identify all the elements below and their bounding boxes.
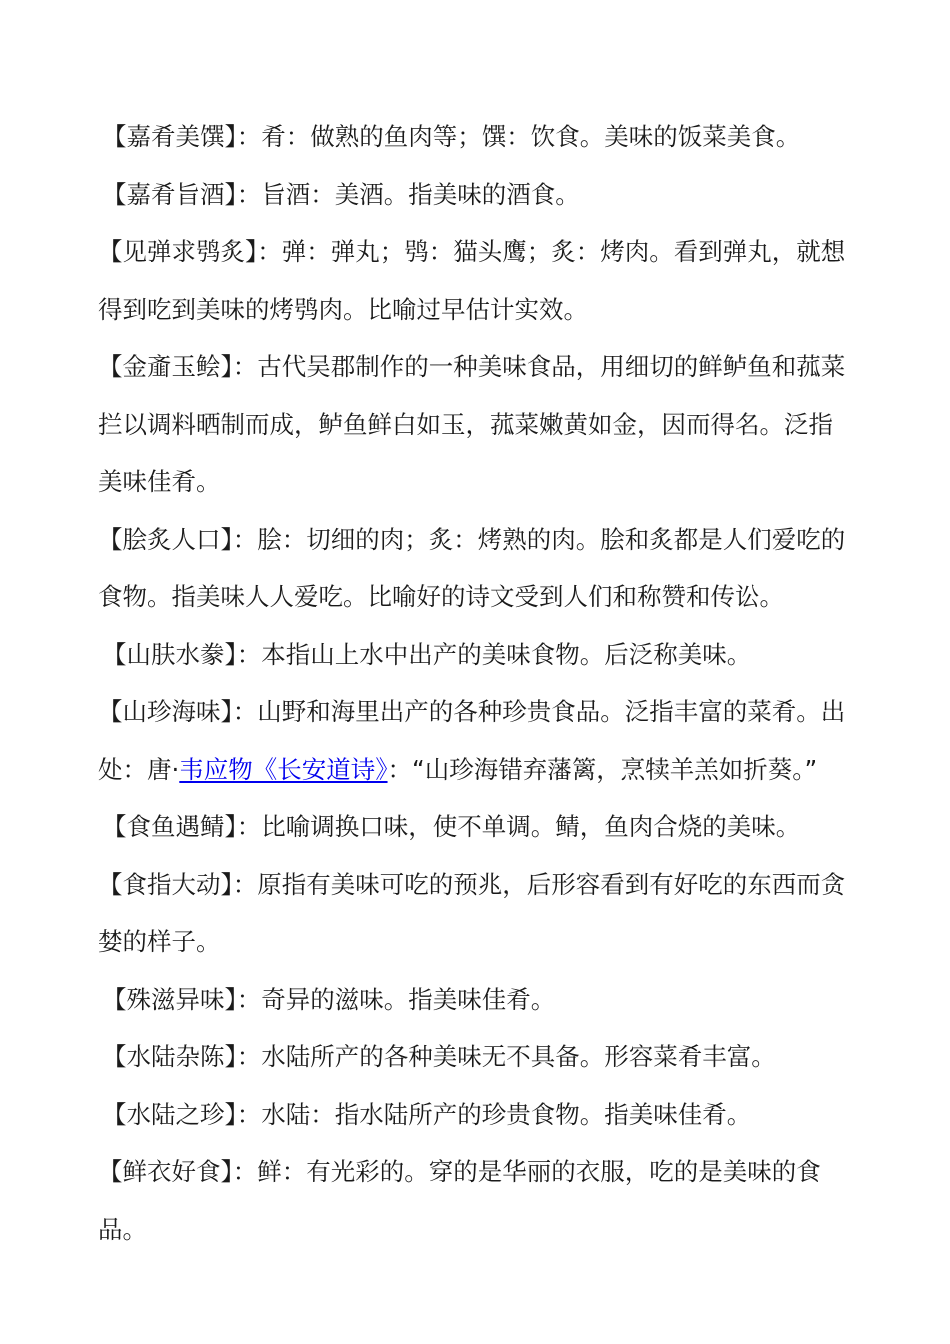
entry-shanzhen-haiwei — [98, 683, 854, 798]
entry-shiyu-yuzheng: 【食鱼遇鲭】：比喻调换口味，使不单调。鲭，鱼肉合烧的美味。 — [102, 812, 801, 841]
document-page — [98, 108, 854, 1258]
entry-shanzhen-haiwei-post: ：“山珍海错弃藩篱，烹犊羊羔如折葵。” — [387, 754, 818, 784]
entry-xianyi-haoshi: 【鲜衣好食】：鲜：有光彩的。穿的是华丽的衣服，吃的是美味的食品。 — [98, 1157, 821, 1244]
entry-shuzi-yiwei: 【殊滋异味】：奇异的滋味。指美味佳肴。 — [102, 984, 556, 1014]
entry-shanzhen-haiwei-pre: 【山珍海味】：山野和海里出产的各种珍贵食品。泛指丰富的菜肴。出处：唐· — [98, 697, 846, 784]
entry-kuaizhi-renkou: 【脍炙人口】：脍：切细的肉；炙：烤熟的肉。脍和炙都是人们爱吃的食物。指美味人人爱吃。比喻好的诗文受到人们和称赞和传讼。 — [98, 524, 846, 611]
entry-jinji-yukuai: 【金齑玉鲙】：古代吴郡制作的一种美味食品，用细切的鲜鲈鱼和菰菜拦以调料晒制而成，鲈鱼鲜白如玉，菰菜嫩黄如金，因而得名。泛指美味佳肴。 — [98, 352, 846, 496]
entry-shuilu-zachen: 【水陆杂陈】：水陆所产的各种美味无不具备。形容菜肴丰富。 — [102, 1042, 776, 1071]
entry-shizhi-dadong: 【食指大动】：原指有美味可吃的预兆，后形容看到有好吃的东西而贪婪的样子。 — [98, 869, 846, 956]
entry-jiayao-zhijiu: 【嘉肴旨酒】：旨酒：美酒。指美味的酒食。 — [102, 179, 580, 209]
entry-jiayao-meizhuan: 【嘉肴美馔】：肴：做熟的鱼肉等；馔：饮食。美味的饭菜美食。 — [102, 122, 801, 151]
entry-shuilu-zhizhen: 【水陆之珍】：水陆：指水陆所产的珍贵食物。指美味佳肴。 — [102, 1099, 752, 1129]
entry-jiandan-qiuxiaozhi: 【见弹求鸮炙】：弹：弹丸；鸮：猫头鹰；炙：烤肉。看到弹丸，就想得到吃到美味的烤鸮肉。比喻过早估计实效。 — [98, 237, 846, 324]
source-link-weiyingwu-changandao[interactable]: 韦应物《长安道诗》 — [179, 754, 388, 784]
entry-shanfu-shuihuan: 【山肤水豢】：本指山上水中出产的美味食物。后泛称美味。 — [102, 639, 752, 669]
